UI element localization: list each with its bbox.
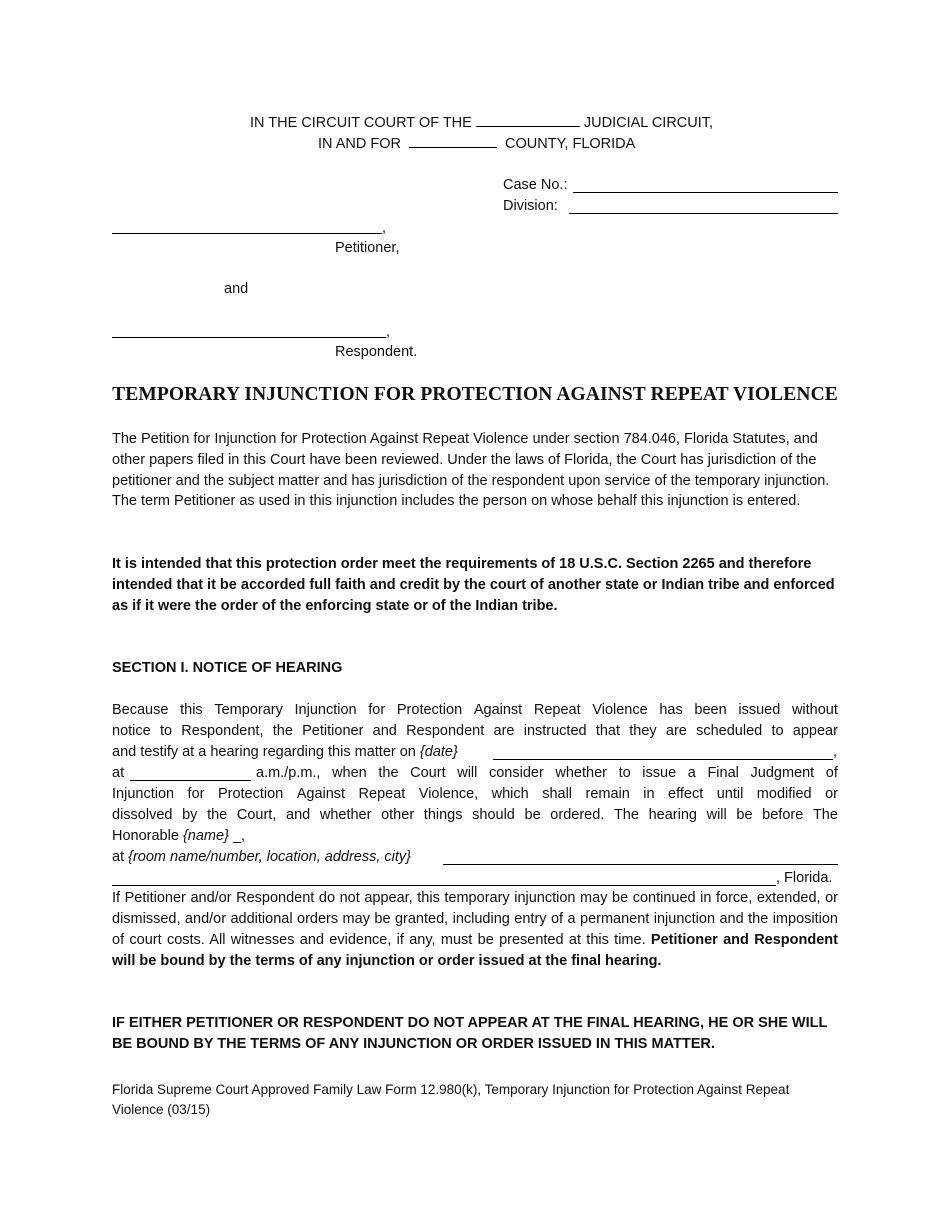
word: things	[423, 807, 463, 823]
word: the	[378, 765, 399, 781]
word: Judgment	[750, 765, 815, 781]
word: modified	[756, 786, 812, 802]
word: issue	[642, 765, 677, 781]
honorable-label: Honorable	[112, 828, 179, 844]
word: appear	[792, 723, 838, 739]
consequence-bold: Petitioner and Respondent will be bound by the terms of any injunction or order issued at the final hearing.	[112, 931, 838, 969]
word: are	[665, 723, 687, 739]
petitioner-label: Petitioner,	[335, 240, 400, 256]
word: notice	[112, 723, 151, 739]
word: should	[472, 807, 515, 823]
and-label: and	[224, 281, 249, 297]
county-suffix: COUNTY, FLORIDA	[505, 136, 636, 152]
location-blank-2[interactable]	[112, 885, 776, 886]
word: other	[381, 807, 415, 823]
word: without	[791, 702, 838, 718]
word: are	[493, 723, 515, 739]
word: be	[524, 807, 541, 823]
respondent-comma: ,	[386, 324, 391, 340]
word: Temporary	[214, 702, 283, 718]
word: by	[182, 807, 198, 823]
notice-line-6	[112, 805, 838, 826]
word: until	[716, 786, 744, 802]
county-blank[interactable]	[409, 133, 497, 148]
word: been	[694, 702, 727, 718]
word: to	[771, 723, 784, 739]
word: Respondent,	[181, 723, 264, 739]
word: that	[595, 723, 621, 739]
date-blank[interactable]	[493, 759, 833, 760]
judge-name-placeholder[interactable]: {name}	[182, 828, 229, 844]
notice-line-1	[112, 700, 838, 721]
word: Against	[473, 702, 523, 718]
word: whether	[319, 807, 372, 823]
word: Court,	[236, 807, 277, 823]
word: or	[825, 786, 838, 802]
word: Violence	[592, 702, 648, 718]
word: to	[618, 765, 631, 781]
word: dissolved	[112, 807, 173, 823]
word: the	[207, 807, 228, 823]
petitioner-comma: ,	[382, 220, 387, 236]
hearing-text: and testify at a hearing regarding this matter on	[112, 744, 416, 760]
notice-line-2	[112, 721, 838, 742]
word: and	[372, 723, 397, 739]
respondent-label: Respondent.	[335, 344, 418, 360]
word: will	[706, 807, 727, 823]
word: Injunction	[112, 786, 175, 802]
county-line	[318, 133, 635, 154]
word: which	[491, 786, 529, 802]
consequence-text: If Petitioner and/or Respondent do not appear, this temporary injunction may be continued in force, extended, or dismissed, and/or additional orders may be granted, including entry of a permanent injunction and the imposition of court costs. All witnesses and evidence, if any, must be presented at this time.	[112, 890, 838, 948]
florida-end: , Florida.	[776, 870, 833, 886]
word: Protection	[396, 702, 463, 718]
word: the	[272, 723, 293, 739]
word: Repeat	[533, 702, 581, 718]
word: Because	[112, 702, 169, 718]
word: be	[736, 807, 753, 823]
respondent-name-blank[interactable]	[112, 337, 386, 338]
word: shall	[542, 786, 573, 802]
location-prefix: at	[112, 849, 125, 865]
division-label: Division:	[503, 198, 558, 214]
word: this	[180, 702, 203, 718]
court-line	[250, 112, 713, 133]
date-placeholder: {date}	[419, 744, 458, 760]
location-placeholder: {room name/number, location, address, city}	[128, 849, 412, 865]
section-heading: SECTION I. NOTICE OF HEARING	[112, 660, 343, 676]
word: Court	[410, 765, 446, 781]
word: The	[613, 807, 639, 823]
time-line-text	[256, 763, 838, 783]
word: a.m./p.m.,	[256, 765, 321, 781]
word: of	[825, 765, 838, 781]
word: and	[286, 807, 311, 823]
word: scheduled	[696, 723, 763, 739]
word: to	[159, 723, 173, 739]
word: Violence,	[418, 786, 479, 802]
judge-line	[112, 826, 838, 847]
word: they	[629, 723, 657, 739]
word: instructed	[523, 723, 587, 739]
time-blank[interactable]	[130, 780, 251, 781]
division-blank[interactable]	[569, 213, 838, 214]
word: Respondent	[406, 723, 485, 739]
word: consider	[488, 765, 544, 781]
word: Against	[296, 786, 346, 802]
word: for	[187, 786, 205, 802]
circuit-blank[interactable]	[476, 112, 580, 127]
word: hearing	[648, 807, 697, 823]
location-blank[interactable]	[443, 864, 838, 865]
word: will	[457, 765, 478, 781]
federal-notice: It is intended that this protection order meet the requirements of 18 U.S.C. Section 2265 and therefore intended that it be accorded full faith and credit by the court of another state or Indian tribe and enforced as if it were the order of the enforcing state or of the Indian tribe.	[112, 556, 835, 614]
county-prefix: IN AND FOR	[318, 136, 401, 152]
word: The	[812, 807, 838, 823]
case-no-label: Case No.:	[503, 177, 568, 193]
word: issued	[738, 702, 781, 718]
date-comma: ,	[833, 744, 838, 760]
word: a	[687, 765, 696, 781]
word: before	[762, 807, 804, 823]
intro-paragraph: The Petition for Injunction for Protection Against Repeat Violence under section 784.046, Florida Statutes, and other papers filed in this Court have been reviewed. Under the laws of Florida, the Court has jurisdiction of the petitioner and the subject matter and has jurisdiction of the respondent upon service of the temporary injunction. The term Petitioner as used in this injunction includes the person on whose behalf this injunction is entered.	[112, 431, 830, 510]
word: effect	[668, 786, 704, 802]
word: when	[332, 765, 367, 781]
word: Final	[707, 765, 739, 781]
case-no-blank[interactable]	[573, 192, 838, 193]
word: ordered.	[550, 807, 605, 823]
final-warning: IF EITHER PETITIONER OR RESPONDENT DO NOT APPEAR AT THE FINAL HEARING, HE OR SHE WILL BE BOUND BY THE TERMS OF ANY INJUNCTION OR ORDER ISSUED IN THIS MATTER.	[112, 1015, 828, 1052]
word: for	[368, 702, 386, 718]
word: whether	[555, 765, 607, 781]
consequence-paragraph	[112, 888, 838, 972]
document-title: TEMPORARY INJUNCTION FOR PROTECTION AGAINST REPEAT VIOLENCE	[112, 384, 838, 405]
at-label: at	[112, 765, 125, 781]
word: Petitioner	[302, 723, 364, 739]
word: in	[643, 786, 655, 802]
word: Injunction	[294, 702, 357, 718]
word: remain	[585, 786, 630, 802]
judge-name-end: _,	[232, 828, 246, 844]
word: Repeat	[358, 786, 406, 802]
word: Protection	[217, 786, 284, 802]
court-suffix: JUDICIAL CIRCUIT,	[583, 115, 714, 131]
word: has	[659, 702, 683, 718]
court-prefix: IN THE CIRCUIT COURT OF THE	[250, 115, 472, 131]
form-footer: Florida Supreme Court Approved Family Law Form 12.980(k), Temporary Injunction for Protection Against Repeat Violence (03/15)	[112, 1082, 790, 1117]
notice-line-5	[112, 784, 838, 805]
petitioner-name-blank[interactable]	[112, 233, 382, 234]
